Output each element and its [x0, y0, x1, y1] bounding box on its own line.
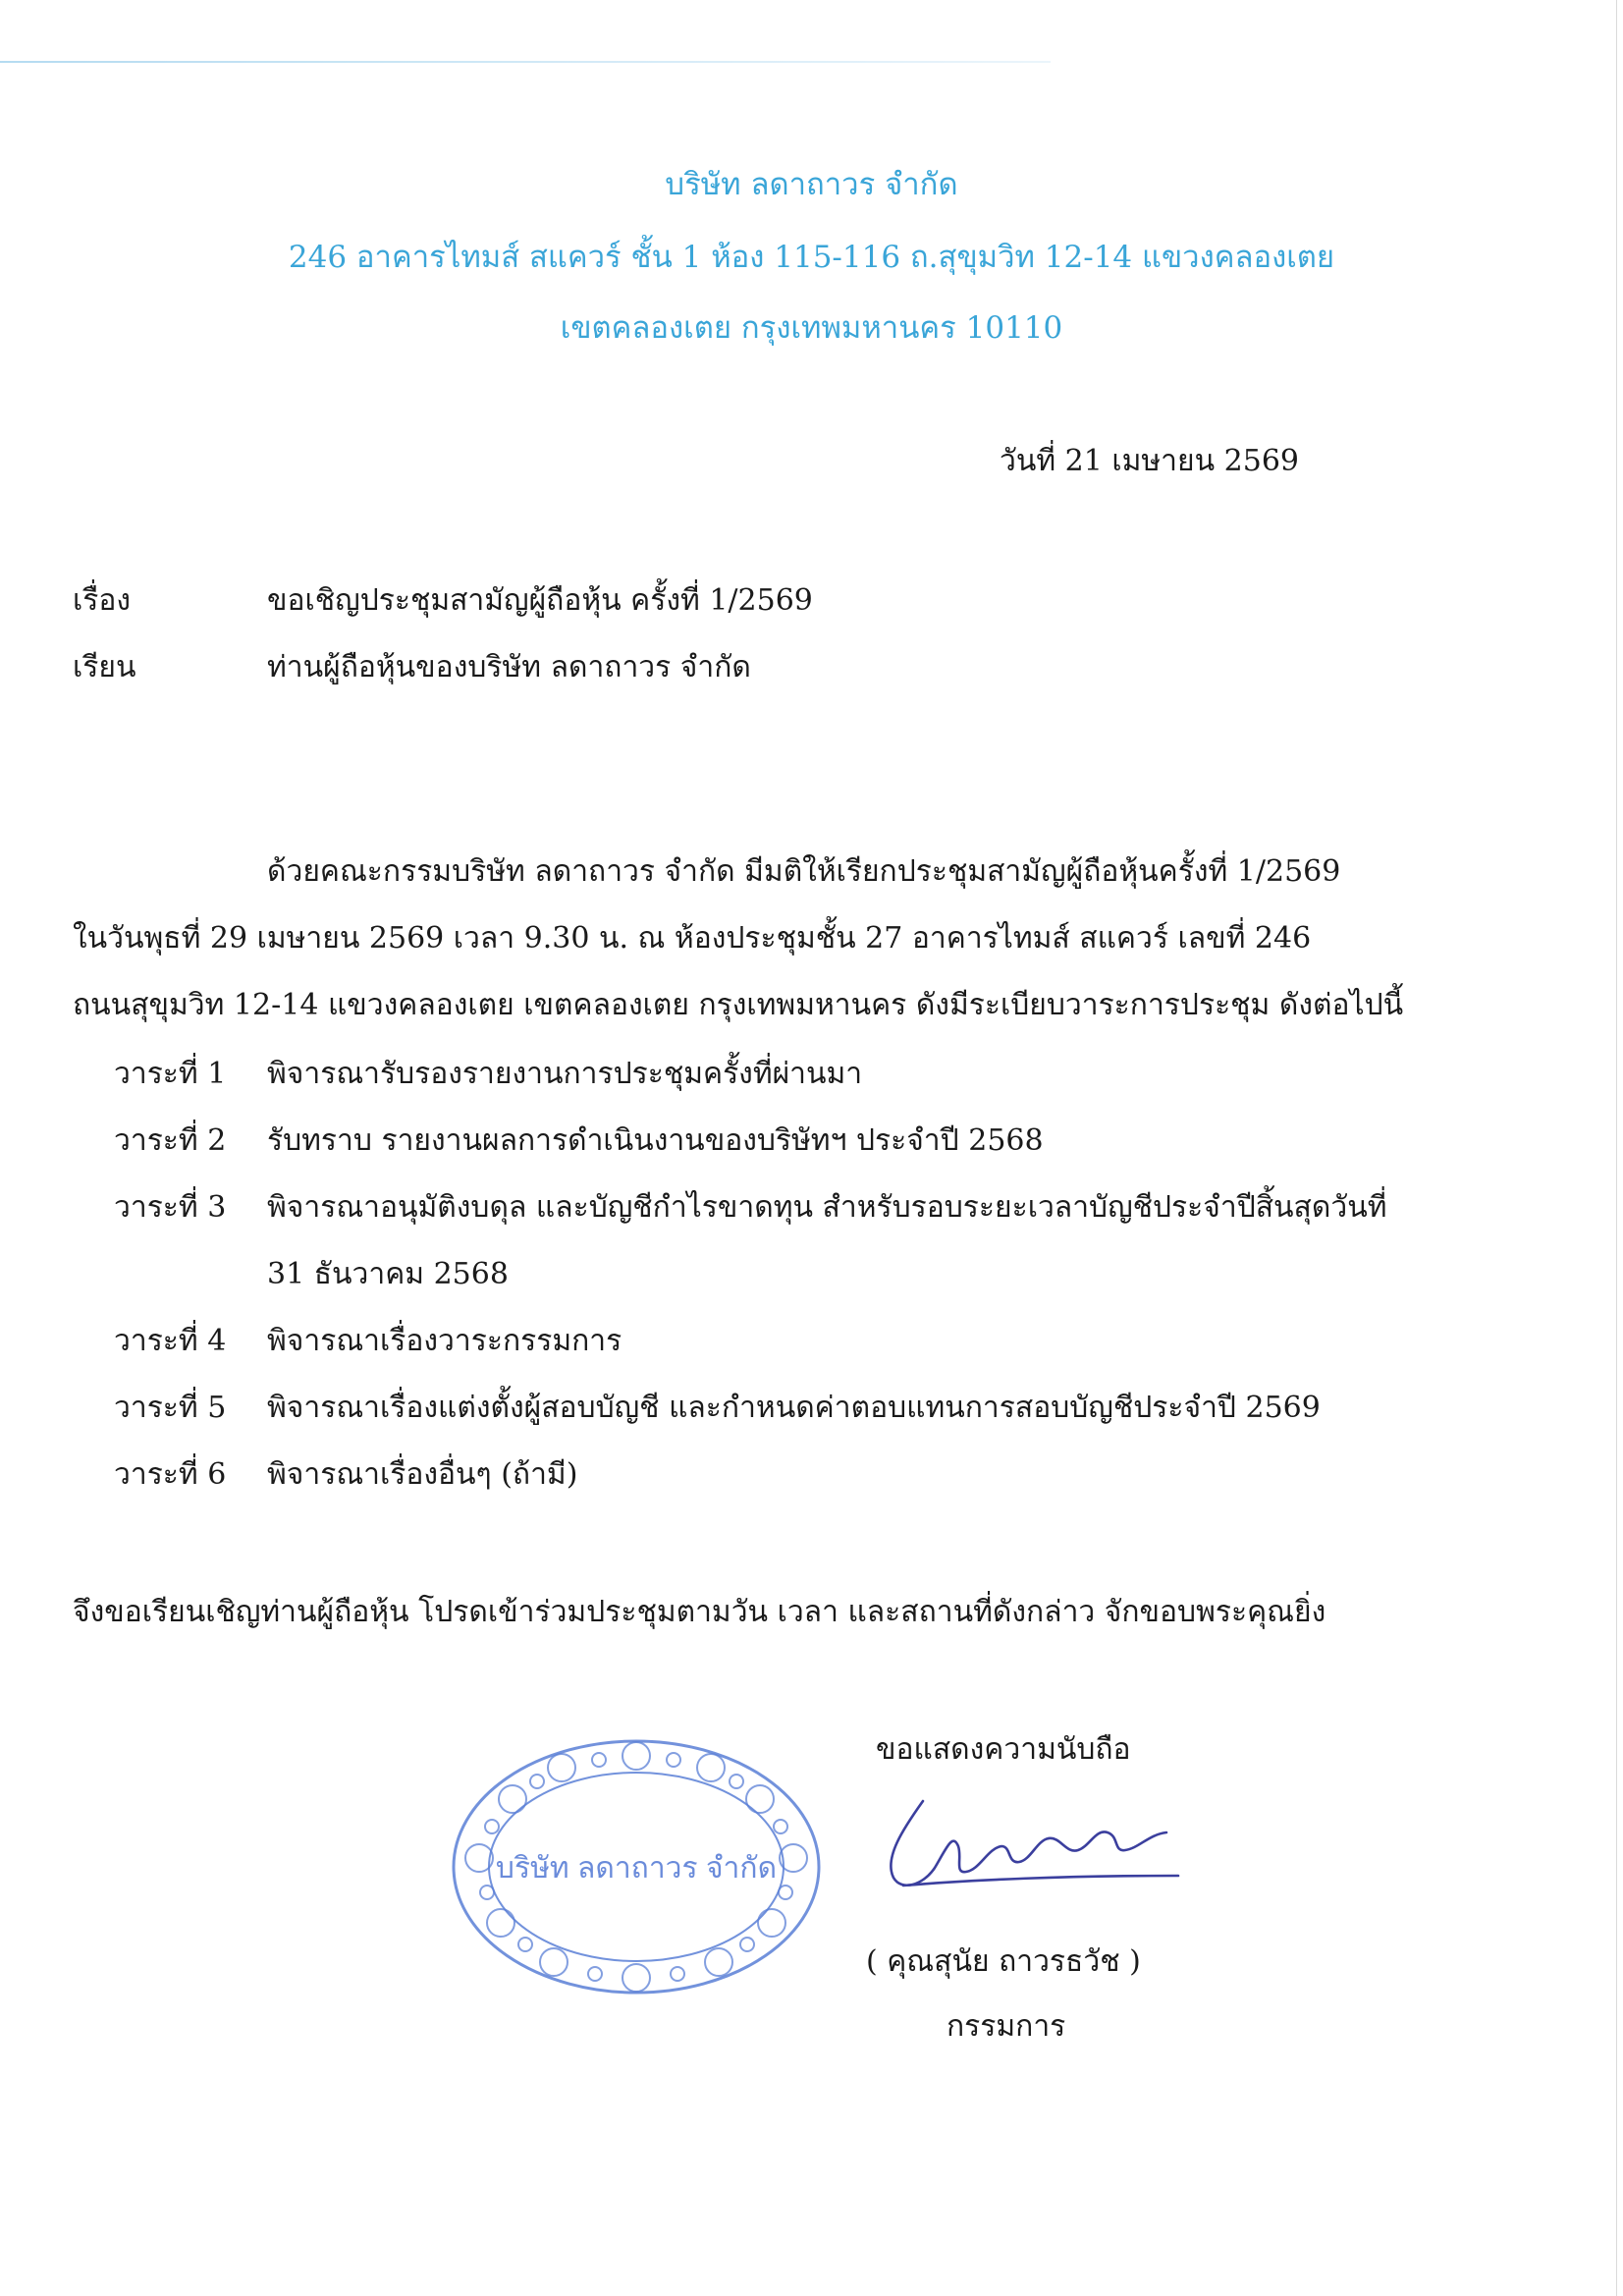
- recipient-value: ท่านผู้ถือหุ้นของบริษัท ลดาถาวร จำกัด: [267, 650, 751, 684]
- agenda-number: วาระที่ 1: [114, 1057, 227, 1091]
- company-address-line2: เขตคลองเตย กรุงเทพมหานคร 10110: [560, 310, 1063, 346]
- regards-text: ขอแสดงความนับถือ: [876, 1732, 1131, 1767]
- letter-date: วันที่ 21 เมษายน 2569: [1000, 444, 1299, 478]
- agenda-text: พิจารณารับรองรายงานการประชุมครั้งที่ผ่านมา: [267, 1057, 863, 1091]
- signatory-title: กรรมการ: [947, 2009, 1066, 2044]
- subject-value: ขอเชิญประชุมสามัญผู้ถือหุ้น ครั้งที่ 1/2569: [267, 583, 813, 618]
- closing-paragraph: จึงขอเรียนเชิญท่านผู้ถือหุ้น โปรดเข้าร่วมประชุมตามวัน เวลา และสถานที่ดังกล่าว จักขอบพระคุณยิ่ง: [73, 1595, 1326, 1629]
- agenda-number: วาระที่ 5: [114, 1391, 227, 1425]
- agenda-text: พิจารณาเรื่องแต่งตั้งผู้สอบบัญชี และกำหนดค่าตอบแทนการสอบบัญชีประจำปี 2569: [267, 1391, 1321, 1425]
- agenda-text: พิจารณาเรื่องอื่นๆ (ถ้ามี): [267, 1457, 578, 1492]
- recipient-label: เรียน: [73, 650, 136, 684]
- scan-artifact-line: [0, 61, 1051, 63]
- stamp-text: บริษัท ลดาถาวร จำกัด: [495, 1852, 778, 1885]
- handwritten-signature: [864, 1789, 1188, 1907]
- agenda-number: วาระที่ 2: [114, 1123, 227, 1158]
- agenda-text: พิจารณาอนุมัติงบดุล และบัญชีกำไรขาดทุน สำหรับรอบระยะเวลาบัญชีประจำปีสิ้นสุดวันที่: [267, 1190, 1387, 1225]
- company-address-line1: 246 อาคารไทมส์ สแควร์ ชั้น 1 ห้อง 115-116 ถ.สุขุมวิท 12-14 แขวงคลองเตย: [288, 240, 1335, 275]
- agenda-text-continued: 31 ธันวาคม 2568: [267, 1257, 509, 1291]
- body-line-1: ด้วยคณะกรรมบริษัท ลดาถาวร จำกัด มีมติให้เรียกประชุมสามัญผู้ถือหุ้นครั้งที่ 1/2569: [267, 854, 1341, 889]
- agenda-text: รับทราบ รายงานผลการดำเนินงานของบริษัทฯ ประจำปี 2568: [267, 1123, 1044, 1158]
- subject-label: เรื่อง: [73, 583, 132, 618]
- agenda-number: วาระที่ 4: [114, 1324, 227, 1358]
- company-seal-stamp: [444, 1730, 829, 2003]
- agenda-text: พิจารณาเรื่องวาระกรรมการ: [267, 1324, 622, 1358]
- body-line-3: ถนนสุขุมวิท 12-14 แขวงคลองเตย เขตคลองเตย กรุงเทพมหานคร ดังมีระเบียบวาระการประชุม ดังต่อไปนี้: [73, 988, 1404, 1022]
- body-line-2: ในวันพุธที่ 29 เมษายน 2569 เวลา 9.30 น. ณ ห้องประชุมชั้น 27 อาคารไทมส์ สแควร์ เลขที่ 246: [73, 921, 1312, 956]
- signatory-name: ( คุณสุนัย ถาวรธวัช ): [866, 1944, 1141, 1979]
- agenda-number: วาระที่ 3: [114, 1190, 227, 1225]
- agenda-number: วาระที่ 6: [114, 1457, 227, 1492]
- company-name: บริษัท ลดาถาวร จำกัด: [665, 167, 958, 202]
